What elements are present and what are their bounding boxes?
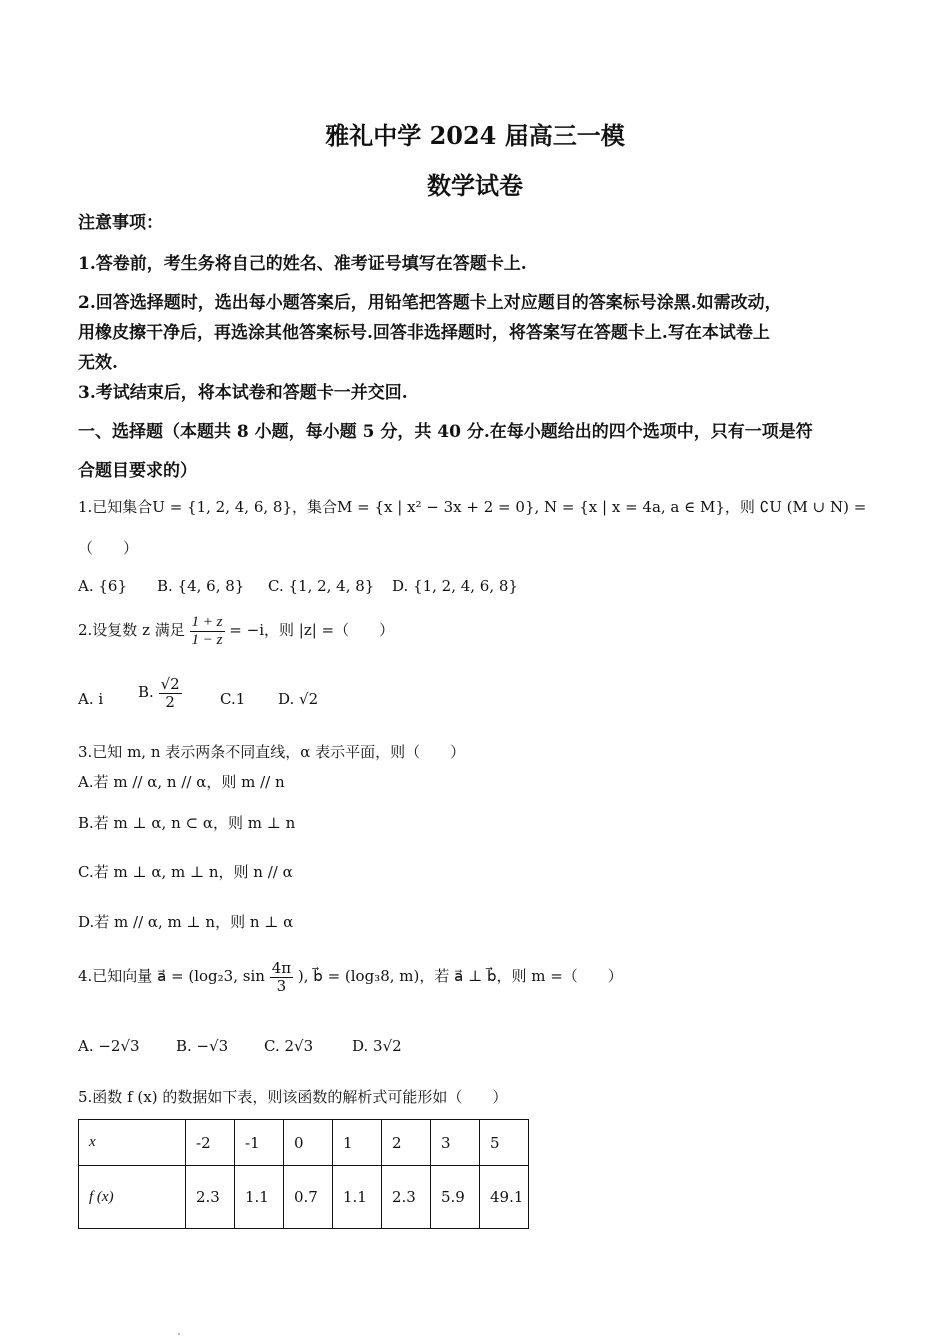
question-4-fraction-numerator: 4π bbox=[271, 959, 292, 977]
table-cell: 5.9 bbox=[431, 1166, 480, 1229]
question-4-suffix: ), b⃗ = (log₃8, m)，若 a⃗ ⊥ b⃗，则 m =（ ） bbox=[297, 967, 623, 985]
exam-title: 雅礼中学 2024 届高三一模 bbox=[325, 121, 625, 150]
question-4-option-d: D. 3√2 bbox=[352, 1037, 402, 1055]
question-2-option-a: A. i bbox=[78, 690, 104, 708]
table-cell: -1 bbox=[235, 1120, 284, 1166]
question-2-option-b-fraction bbox=[159, 676, 182, 710]
question-3-option-d: D.若 m // α, m ⊥ n，则 n ⊥ α bbox=[78, 913, 294, 931]
question-4-fraction-denominator: 3 bbox=[276, 976, 287, 995]
notice-item-2-line-3: 无效. bbox=[78, 353, 118, 373]
section-heading-line-2: 合题目要求的） bbox=[78, 461, 197, 481]
question-1-option-b: B. {4, 6, 8} bbox=[157, 577, 245, 595]
question-1-option-d: D. {1, 2, 4, 6, 8} bbox=[392, 577, 518, 595]
question-2-option-b bbox=[138, 676, 182, 710]
notice-item-2-line-1: 2.回答选择题时，选出每小题答案后，用铅笔把答题卡上对应题目的答案标号涂黑.如需改动， bbox=[78, 293, 782, 313]
notice-item-3: 3.考试结束后，将本试卷和答题卡一并交回. bbox=[78, 383, 408, 403]
question-2-fraction-denominator: 1 − z bbox=[191, 631, 223, 648]
table-cell: 2.3 bbox=[186, 1166, 235, 1229]
question-2-option-b-denominator: 2 bbox=[165, 692, 175, 711]
question-2-fraction-numerator: 1 + z bbox=[191, 614, 223, 630]
table-header-x: x bbox=[79, 1120, 186, 1166]
table-cell: 1.1 bbox=[235, 1166, 284, 1229]
question-3-stem: 3.已知 m, n 表示两条不同直线，α 表示平面，则（ ） bbox=[78, 743, 466, 761]
question-4-option-b: B. −√3 bbox=[176, 1037, 229, 1055]
exam-subtitle: 数学试卷 bbox=[427, 171, 523, 200]
question-2-option-b-numerator: √2 bbox=[160, 675, 180, 693]
notice-item-1: 1.答卷前，考生务将自己的姓名、准考证号填写在答题卡上. bbox=[78, 254, 527, 274]
question-4-prefix: 4.已知向量 a⃗ = (log₂3, sin bbox=[78, 967, 265, 985]
question-1-option-c: C. {1, 2, 4, 8} bbox=[268, 577, 375, 595]
scan-dot bbox=[178, 1333, 180, 1335]
question-2-option-c: C.1 bbox=[220, 690, 246, 708]
table-cell: 1.1 bbox=[333, 1166, 382, 1229]
question-4-fraction bbox=[270, 960, 293, 994]
question-4-stem bbox=[78, 960, 623, 994]
question-2-suffix: = −i，则 |z| =（ ） bbox=[229, 621, 395, 639]
question-2-option-b-label: B. bbox=[138, 683, 154, 701]
question-2-prefix: 2.设复数 z 满足 bbox=[78, 621, 185, 639]
question-1-option-a: A. {6} bbox=[78, 577, 127, 595]
question-4-option-c: C. 2√3 bbox=[264, 1037, 314, 1055]
question-5-stem: 5.函数 f (x) 的数据如下表，则该函数的解析式可能形如（ ） bbox=[78, 1088, 508, 1106]
question-4-option-a: A. −2√3 bbox=[78, 1037, 140, 1055]
question-2-fraction bbox=[190, 614, 225, 648]
table-cell: 1 bbox=[333, 1120, 382, 1166]
table-cell: 2 bbox=[382, 1120, 431, 1166]
question-3-option-a: A.若 m // α, n // α，则 m // n bbox=[78, 773, 285, 791]
question-2-option-d: D. √2 bbox=[278, 690, 319, 708]
table-row bbox=[79, 1166, 529, 1229]
function-data-table bbox=[78, 1119, 529, 1229]
table-cell: 3 bbox=[431, 1120, 480, 1166]
question-2-stem bbox=[78, 614, 394, 648]
table-cell: 5 bbox=[480, 1120, 529, 1166]
table-cell: 49.1 bbox=[480, 1166, 529, 1229]
question-3-option-c: C.若 m ⊥ α, m ⊥ n，则 n // α bbox=[78, 863, 293, 881]
question-1-paren: （ ） bbox=[78, 539, 139, 557]
table-cell: 0 bbox=[284, 1120, 333, 1166]
question-3-option-b: B.若 m ⊥ α, n ⊂ α，则 m ⊥ n bbox=[78, 814, 296, 832]
notice-heading: 注意事项： bbox=[78, 213, 163, 233]
question-1-stem: 1.已知集合U = {1, 2, 4, 6, 8}，集合M = {x | x² − 3x + 2 = 0}, N = {x | x = 4a, a ∈ M}，则 ∁U (M ∪ N) = bbox=[78, 498, 867, 516]
table-header-fx: f (x) bbox=[79, 1166, 186, 1229]
notice-item-2-line-2: 用橡皮擦干净后，再选涂其他答案标号.回答非选择题时，将答案写在答题卡上.写在本试卷上 bbox=[78, 323, 770, 343]
table-cell: 0.7 bbox=[284, 1166, 333, 1229]
section-heading-line-1: 一、选择题（本题共 8 小题，每小题 5 分，共 40 分.在每小题给出的四个选项中，只有一项是符 bbox=[78, 422, 813, 442]
table-row bbox=[79, 1120, 529, 1166]
table-cell: -2 bbox=[186, 1120, 235, 1166]
table-cell: 2.3 bbox=[382, 1166, 431, 1229]
